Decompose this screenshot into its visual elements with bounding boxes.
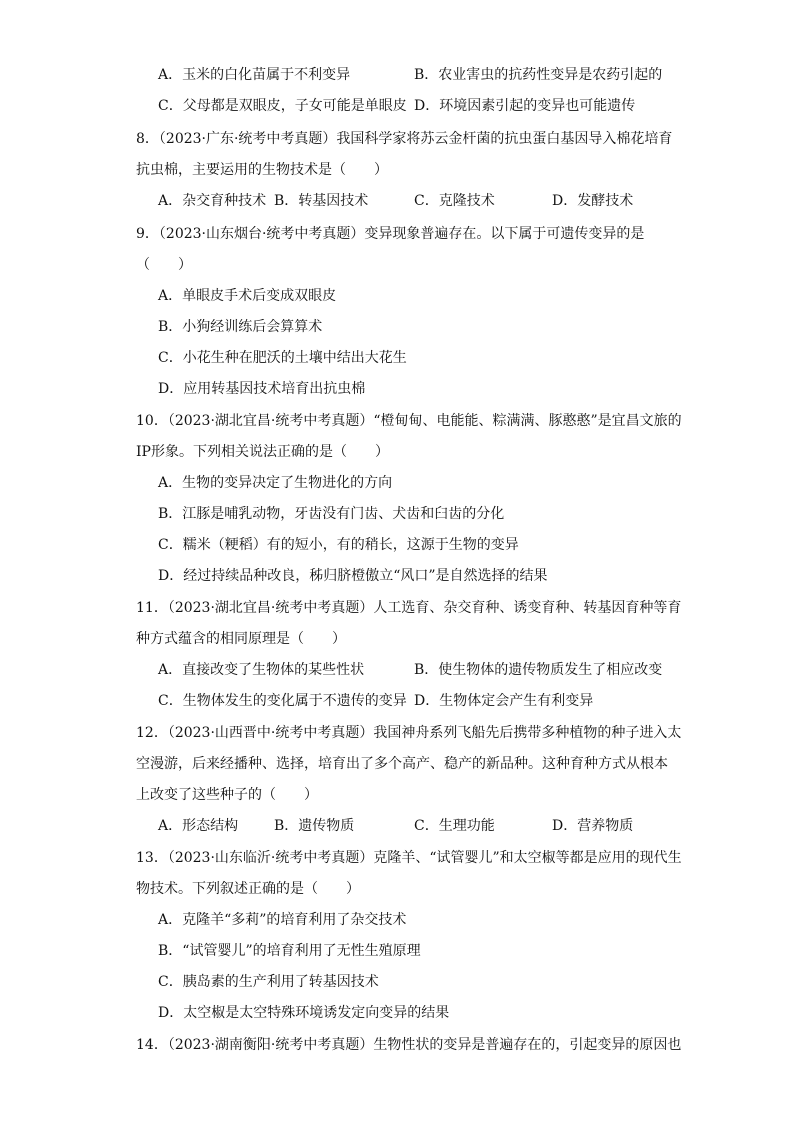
option-a: A．生物的变异决定了生物进化的方向	[158, 475, 393, 491]
option-c: C．小花生种在肥沃的土壤中结出大花生	[158, 350, 407, 366]
option-b: B．转基因技术	[274, 193, 369, 209]
option-b: B．遗传物质	[274, 818, 355, 834]
option-d: D．太空椒是太空特殊环境诱发定向变异的结果	[158, 1005, 450, 1021]
question-9-stem-cont: （ ）	[136, 257, 192, 273]
question-11-stem: 11．（2023·湖北宜昌·统考中考真题）人工选育、杂交育种、诱变育种、转基因育种等育	[136, 600, 682, 616]
question-8-stem: 8．（2023·广东·统考中考真题）我国科学家将苏云金杆菌的抗虫蛋白基因导入棉花培育	[136, 131, 673, 147]
question-9-stem: 9．（2023·山东烟台·统考中考真题）变异现象普遍存在。以下属于可遗传变异的是	[136, 226, 645, 242]
option-b: B．小狗经训练后会算算术	[158, 319, 323, 335]
option-b: B．使生物体的遗传物质发生了相应改变	[414, 662, 663, 678]
option-a: A．玉米的白化苗属于不利变异	[158, 67, 351, 83]
option-a: A．直接改变了生物体的某些性状	[158, 662, 365, 678]
option-c: C．胰岛素的生产利用了转基因技术	[158, 974, 379, 990]
option-a: A．形态结构	[158, 818, 239, 834]
question-13-stem-cont: 物技术。下列叙述正确的是（ ）	[136, 881, 360, 897]
option-d: D．环境因素引起的变异也可能遗传	[414, 98, 636, 114]
question-12-stem-cont: 空漫游，后来经播种、选择，培育出了多个高产、稳产的新品种。这种育种方式从根本	[136, 756, 668, 772]
option-a: A．杂交育种技术	[158, 193, 267, 209]
option-b: B．农业害虫的抗药性变异是农药引起的	[414, 67, 663, 83]
question-13-stem: 13．（2023·山东临沂·统考中考真题）克隆羊、“试管婴儿”和太空椒等都是应用的现代生	[136, 850, 682, 866]
option-c: C．生物体发生的变化属于不遗传的变异	[158, 693, 407, 709]
option-c: C．克隆技术	[414, 193, 495, 209]
option-a: A．单眼皮手术后变成双眼皮	[158, 288, 337, 304]
option-c: C．糯米（粳稻）有的短小，有的稍长，这源于生物的变异	[158, 537, 519, 553]
question-12-stem-cont-2: 上改变了这些种子的（ ）	[136, 787, 318, 803]
option-d: D．经过持续品种改良，秭归脐橙傲立“风口”是自然选择的结果	[158, 568, 548, 584]
option-b: B．“试管婴儿”的培育利用了无性生殖原理	[158, 943, 421, 959]
option-d: D．发酵技术	[552, 193, 634, 209]
option-d: D．应用转基因技术培育出抗虫棉	[158, 381, 366, 397]
option-c: C．父母都是双眼皮，子女可能是单眼皮	[158, 98, 407, 114]
option-c: C．生理功能	[414, 818, 495, 834]
option-d: D．生物体定会产生有利变异	[414, 693, 594, 709]
question-14-stem: 14．（2023·湖南衡阳·统考中考真题）生物性状的变异是普遍存在的，引起变异的原因也	[136, 1037, 682, 1053]
question-10-stem-cont: IP形象。下列相关说法正确的是（ ）	[136, 444, 389, 460]
option-d: D．营养物质	[552, 818, 634, 834]
option-a: A．克隆羊“多莉”的培育利用了杂交技术	[158, 912, 407, 928]
question-11-stem-cont: 种方式蕴含的相同原理是（ ）	[136, 631, 346, 647]
option-b: B．江豚是哺乳动物，牙齿没有门齿、犬齿和臼齿的分化	[158, 506, 505, 522]
question-8-stem-cont: 抗虫棉，主要运用的生物技术是（ ）	[136, 162, 388, 178]
question-12-stem: 12．（2023·山西晋中·统考中考真题）我国神舟系列飞船先后携带多种植物的种子进入太	[136, 725, 682, 741]
question-10-stem: 10．（2023·湖北宜昌·统考中考真题）“橙甸甸、电能能、粽满满、豚憨憨”是宜昌文旅的	[136, 413, 682, 429]
